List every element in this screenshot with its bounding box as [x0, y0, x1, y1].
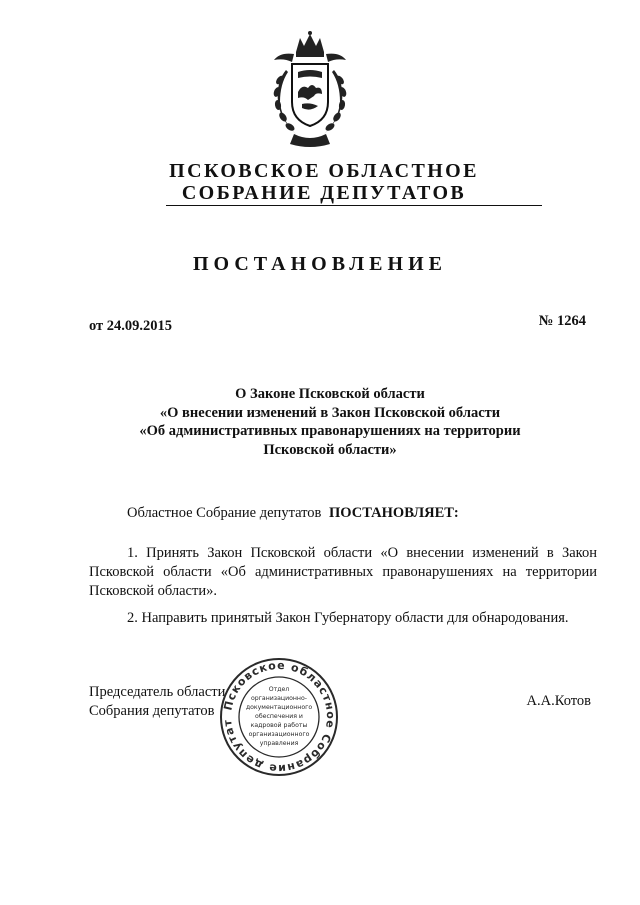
- preamble: [127, 505, 459, 522]
- preamble-lead: Областное Собрание депутатов: [127, 505, 322, 521]
- subject-line: Псковской области»: [263, 441, 397, 458]
- signer-role-line2: Собрания депутатов: [89, 703, 215, 719]
- stamp-center-line: управления: [259, 740, 299, 747]
- document-type: ПОСТАНОВЛЕНИЕ: [193, 253, 447, 275]
- document-date: от 24.09.2015: [89, 318, 173, 334]
- coat-of-arms-emblem: [258, 30, 362, 152]
- subject-line: «Об административных правонарушениях на территории: [139, 423, 521, 439]
- document-subject: [60, 385, 600, 459]
- item1-line: Псковской области».: [89, 583, 217, 599]
- stamp-center-line: документационного: [245, 704, 313, 711]
- subject-line: «О внесении изменений в Закон Псковской области: [159, 404, 501, 421]
- stamp-center-line: организационного: [248, 731, 310, 738]
- resolution-item-1: [89, 544, 597, 601]
- stamp-center-line: Отдел: [268, 686, 290, 693]
- document-number: № 1264: [538, 313, 586, 329]
- subject-line: О Законе Псковской области: [235, 386, 425, 402]
- stamp-center-line: организационно-: [250, 695, 308, 702]
- official-stamp: [217, 655, 341, 779]
- coat-of-arms-icon: [258, 30, 362, 152]
- item1-line: 1. Принять Закон Псковской области «О внесении изменений в Закон: [127, 545, 597, 561]
- signer-name: А.А.Котов: [526, 693, 591, 709]
- seal-stamp-icon: [217, 655, 341, 779]
- preamble-verb: ПОСТАНОВЛЯЕТ:: [329, 505, 459, 521]
- signer-role: [89, 683, 225, 721]
- resolution-item-2: [89, 609, 597, 628]
- item2-text: 2. Направить принятый Закон Губернатору области для обнародования.: [127, 610, 569, 626]
- header-divider: [166, 205, 542, 206]
- signer-role-line1: Председатель области: [89, 684, 226, 700]
- org-title-line2: СОБРАНИЕ ДЕПУТАТОВ: [181, 182, 467, 204]
- stamp-ring-text: Псковское областное Собрание депутат: [220, 658, 338, 776]
- org-title-line1: ПСКОВСКОЕ ОБЛАСТНОЕ: [169, 160, 479, 182]
- item1-line: Псковской области «Об административных правонарушениях на территории: [89, 564, 597, 580]
- stamp-center-line: кадровой работы: [250, 722, 308, 729]
- stamp-center-line: обеспечения и: [255, 713, 303, 720]
